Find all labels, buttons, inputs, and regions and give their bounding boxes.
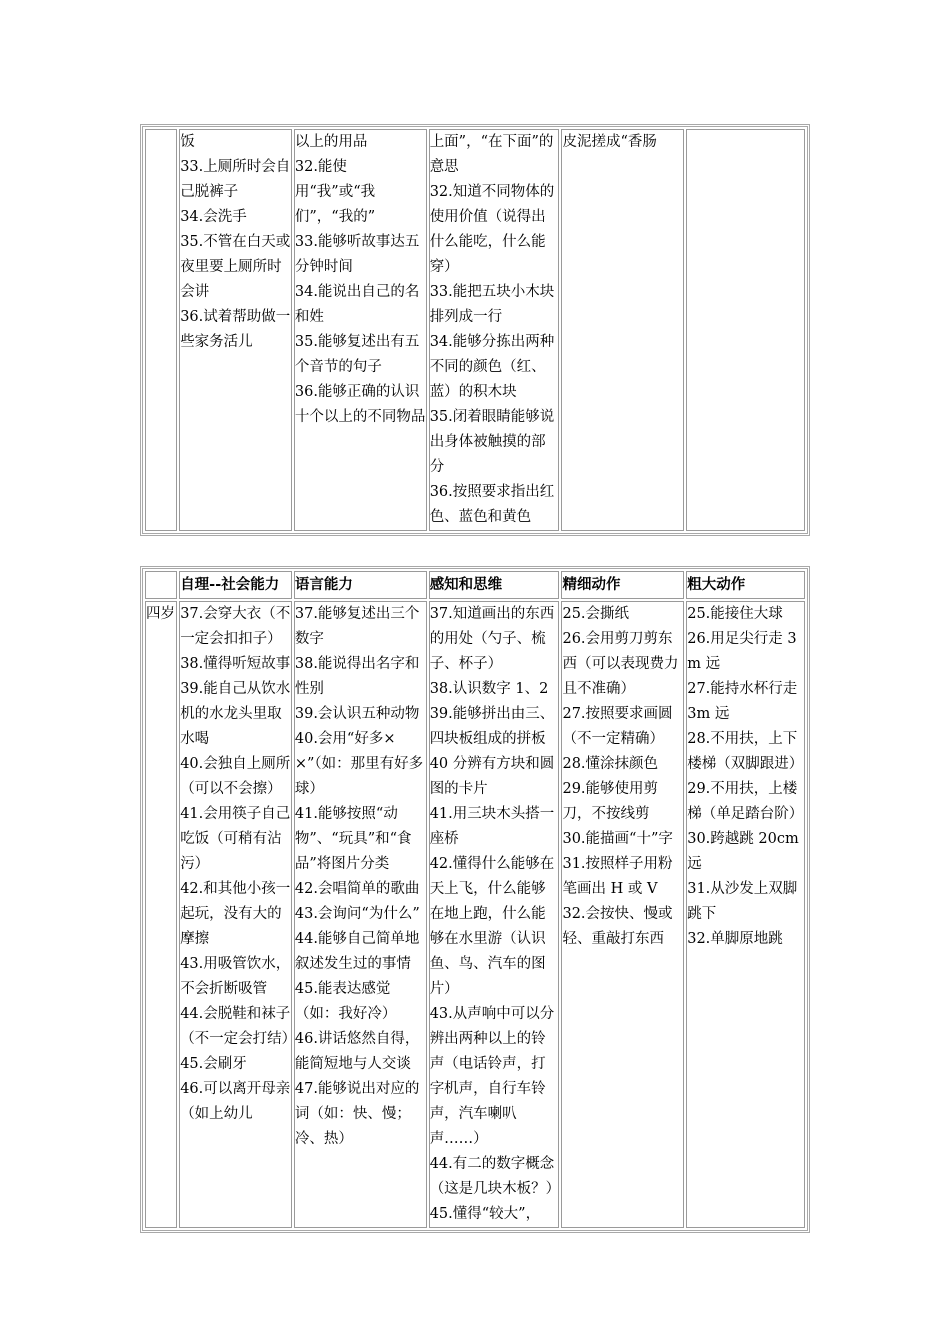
gross-motor-cell — [686, 129, 805, 531]
list-item: 38.能说得出名字和性别 — [294, 656, 420, 697]
header-age — [145, 571, 177, 599]
fine-motor-cell — [561, 601, 684, 1228]
list-item: 28.懂涂抹颜色 — [562, 756, 659, 772]
list-item: 37.知道画出的东西的用处（勺子、梳子、杯子） — [429, 606, 555, 672]
list-item: 45.能表达感觉（如：我好冷） — [294, 981, 397, 1022]
list-item: 40.会独自上厕所（可以不会擦） — [180, 756, 291, 797]
list-item: 34.能说出自己的名和姓 — [294, 284, 420, 325]
list-item: 46.讲话悠然自得，能简短地与人交谈 — [294, 1031, 420, 1072]
self-care-social-cell — [179, 129, 292, 531]
list-item: 47.能够说出对应的词（如：快、慢；冷、热） — [294, 1081, 420, 1147]
list-item: 35.能够复述出有五个音节的句子 — [294, 334, 420, 375]
list-item: 38.认识数字 1、2 — [429, 681, 549, 697]
list-item: 41.会用筷子自己吃饭（可稍有沾污） — [180, 806, 291, 872]
list-item: 27.能持水杯行走 3m 远 — [687, 681, 798, 722]
list-item: 36.试着帮助做一些家务活儿 — [180, 309, 291, 350]
header-row — [145, 571, 805, 599]
list-item: 41.能够按照“动物”、“玩具”和“食品”将图片分类 — [294, 806, 412, 872]
list-item: 35.不管在白天或夜里要上厕所时会讲 — [180, 234, 291, 300]
list-item: 34.能够分拣出两种不同的颜色（红、蓝）的积木块 — [429, 334, 555, 400]
table-row — [145, 129, 805, 531]
list-item: 33.能把五块小木块排列成一行 — [429, 284, 555, 325]
list-item: 27.按照要求画圆（不一定精确） — [562, 706, 673, 747]
list-item: 38.懂得听短故事 — [180, 656, 291, 672]
list-item: 46.可以离开母亲（如上幼儿 — [180, 1081, 291, 1122]
list-item: 29.能够使用剪刀，不按线剪 — [562, 781, 659, 822]
list-item: 43.会询问“为什么” — [294, 906, 420, 922]
list-item: 42.懂得什么能够在天上飞，什么能够在地上跑，什么能够在水里游（认识鱼、鸟、汽车的图片） — [429, 856, 555, 997]
list-item: 35.闭着眼睛能够说出身体被触摸的部分 — [429, 409, 555, 475]
header-fine-motor: 精细动作 — [561, 571, 684, 599]
language-cell — [294, 601, 427, 1228]
list-item: 42.会唱简单的歌曲 — [294, 881, 420, 897]
list-item: 39.能够拼出由三、四块板组成的拼板 — [429, 706, 555, 747]
development-table-four-years — [140, 566, 810, 1233]
development-table-continued — [140, 124, 810, 536]
list-item: 34.会洗手 — [180, 209, 247, 225]
header-language: 语言能力 — [294, 571, 427, 599]
list-item: 36.能够正确的认识十个以上的不同物品 — [294, 384, 426, 425]
list-item: 43.从声响中可以分辨出两种以上的铃声（电话铃声，打字机声，自行车铃声，汽车喇叭声……） — [429, 1006, 555, 1147]
list-item: 29.不用扶，上楼梯（单足踏台阶） — [687, 781, 804, 822]
list-item: 43.用吸管饮水，不会折断吸管 — [180, 956, 291, 997]
list-item: 39.能自己从饮水机的水龙头里取水喝 — [180, 681, 291, 747]
list-item: 37.会穿大衣（不一定会扣扣子） — [180, 606, 291, 647]
age-cell — [145, 129, 177, 531]
perception-thinking-cell — [429, 601, 560, 1228]
list-item: 28.不用扶，上下楼梯（双脚跟进） — [687, 731, 804, 772]
list-item: 32.知道不同物体的使用价值（说得出什么能吃，什么能穿） — [429, 184, 555, 275]
list-item: 30.跨越跳 20cm 远 — [687, 831, 799, 872]
list-item: 44.有二的数字概念（这是几块木板？） — [429, 1156, 561, 1197]
perception-thinking-cell — [429, 129, 560, 531]
list-item: 40.会用“好多××”（如：那里有好多球） — [294, 731, 424, 797]
fine-motor-cell — [561, 129, 684, 531]
list-item: 37.能够复述出三个数字 — [294, 606, 420, 647]
list-item: 25.能接住大球 — [687, 606, 783, 622]
list-item: 41.用三块木头搭一座桥 — [429, 806, 555, 847]
list-item: 31.按照样子用粉笔画出 H 或 V — [562, 856, 673, 897]
list-item: 40 分辨有方块和圆图的卡片 — [429, 756, 555, 797]
age-label: 四岁 — [145, 601, 177, 1228]
list-item: 32.能使用“我”或“我们”，“我的” — [294, 159, 376, 225]
self-care-social-cell — [179, 601, 297, 1228]
list-item: 31.从沙发上双脚跳下 — [687, 881, 798, 922]
list-item: 44.能够自己简单地叙述发生过的事情 — [294, 931, 420, 972]
list-item: 26.用足尖行走 3m 远 — [687, 631, 797, 672]
header-gross-motor: 粗大动作 — [686, 571, 805, 599]
header-perception-thinking: 感知和思维 — [429, 571, 560, 599]
gross-motor-cell — [686, 601, 805, 1228]
header-self-care-social: 自理--社会能力 — [179, 571, 292, 599]
list-item: 26.会用剪刀剪东西（可以表现费力且不准确） — [562, 631, 679, 697]
list-item: 以上的用品 — [294, 134, 368, 150]
list-item: 上面”，“在下面”的意思 — [429, 134, 554, 175]
list-item: 33.上厕所时会自己脱裤子 — [180, 159, 291, 200]
list-item: 30.能描画“十”字 — [562, 831, 673, 847]
list-item: 39.会认识五种动物 — [294, 706, 420, 722]
language-cell — [294, 129, 427, 531]
list-item: 皮泥搓成“香肠 — [562, 134, 657, 150]
list-item: 42.和其他小孩一起玩，没有大的摩擦 — [180, 881, 291, 947]
list-item: 36.按照要求指出红色、蓝色和黄色 — [429, 484, 555, 525]
list-item: 32.会按快、慢或轻、重敲打东西 — [562, 906, 673, 947]
list-item: 33.能够听故事达五分钟时间 — [294, 234, 420, 275]
list-item: 32.单脚原地跳 — [687, 931, 783, 947]
list-item: 饭 — [180, 134, 195, 150]
table-row — [145, 601, 805, 1228]
list-item: 25.会撕纸 — [562, 606, 630, 622]
list-item: 44.会脱鞋和袜子（不一定会打结） — [180, 1006, 297, 1047]
list-item: 45.懂得“较大”， — [429, 1206, 541, 1222]
list-item: 45.会刷牙 — [180, 1056, 247, 1072]
